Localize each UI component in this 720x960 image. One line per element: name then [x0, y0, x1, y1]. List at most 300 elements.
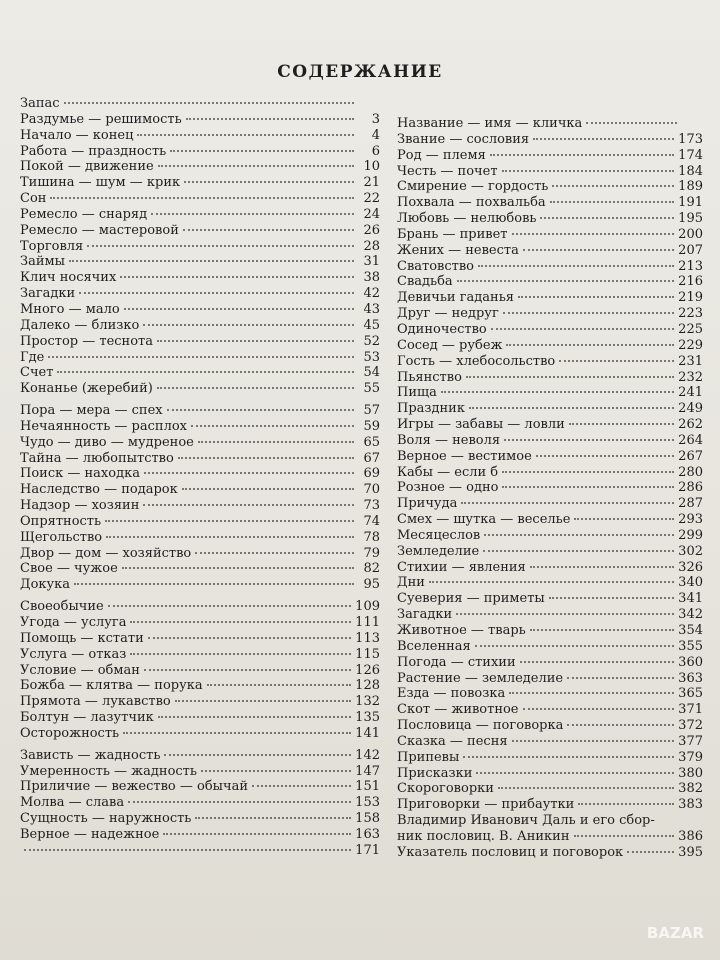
toc-entry	[20, 779, 380, 795]
toc-entry-page: 67	[363, 450, 380, 466]
toc-entry-title: Зависть — жадность	[20, 747, 161, 763]
toc-entry-title: Тайна — любопытство	[20, 450, 174, 466]
toc-entry	[20, 96, 380, 112]
toc-entry	[20, 318, 380, 334]
toc-entry-page: 57	[363, 403, 380, 419]
toc-entry-page: 219	[678, 290, 703, 306]
toc-leader-dots	[158, 716, 351, 718]
toc-leader-dots	[79, 292, 354, 294]
toc-entry-title: Загадки	[397, 607, 453, 623]
toc-entry	[397, 797, 703, 813]
toc-entry-title: Сосед — рубеж	[397, 337, 503, 353]
toc-entry-page: 158	[355, 811, 380, 827]
toc-leader-dots	[552, 185, 674, 187]
toc-entry	[20, 843, 380, 859]
toc-leader-dots	[533, 138, 674, 140]
toc-entry	[20, 678, 380, 694]
toc-leader-dots	[137, 134, 354, 136]
toc-entry	[397, 750, 703, 766]
toc-leader-dots	[124, 308, 354, 310]
page-title: СОДЕРЖАНИЕ	[277, 62, 443, 82]
toc-entry-title: Пьянство	[397, 369, 462, 385]
toc-leader-dots	[518, 296, 674, 298]
toc-entry-page: 231	[678, 353, 703, 369]
toc-entry-page: 299	[678, 527, 703, 543]
toc-leader-dots	[178, 457, 354, 459]
contents-left-column	[20, 96, 380, 859]
toc-leader-dots	[540, 217, 674, 219]
toc-leader-dots	[170, 150, 354, 152]
toc-entry-title: Розное — одно	[397, 480, 499, 496]
toc-leader-dots	[490, 154, 674, 156]
toc-entry-page: 174	[678, 147, 703, 163]
toc-entry-page: 232	[678, 369, 703, 385]
toc-leader-dots	[57, 371, 354, 373]
toc-entry	[20, 827, 380, 843]
toc-leader-dots	[130, 621, 351, 623]
toc-entry	[20, 381, 380, 397]
toc-entry	[397, 512, 703, 528]
toc-entry	[20, 175, 380, 191]
toc-entry-page: 267	[678, 448, 703, 464]
toc-entry	[20, 350, 380, 366]
toc-entry-page: 42	[363, 286, 380, 302]
toc-leader-dots	[143, 504, 354, 506]
toc-entry-page: 382	[678, 781, 703, 797]
toc-entry-page: 379	[678, 749, 703, 765]
toc-leader-dots	[506, 344, 674, 346]
toc-leader-dots	[559, 360, 674, 362]
toc-entry	[397, 686, 703, 702]
toc-leader-dots	[207, 684, 352, 686]
toc-leader-dots	[157, 340, 354, 342]
toc-leader-dots	[567, 724, 674, 726]
toc-entry-page: 132	[355, 694, 380, 710]
toc-entry	[397, 781, 703, 797]
toc-entry-page: 95	[363, 577, 380, 593]
toc-entry-page: 74	[363, 513, 380, 529]
toc-leader-dots	[191, 425, 354, 427]
toc-entry-title: Одиночество	[397, 321, 487, 337]
toc-entry	[397, 560, 703, 576]
toc-entry-title: Конанье (жеребий)	[20, 381, 153, 397]
toc-entry	[397, 164, 703, 180]
toc-entry-title: Угода — услуга	[20, 615, 127, 630]
toc-leader-dots	[186, 118, 354, 120]
toc-entry-title: Припевы	[397, 749, 460, 765]
toc-entry	[397, 671, 703, 687]
toc-leader-dots	[475, 645, 674, 647]
toc-leader-dots	[523, 249, 674, 251]
toc-leader-dots	[574, 835, 675, 837]
toc-entry-page: 225	[678, 321, 703, 337]
toc-entry-page: 341	[678, 591, 703, 607]
toc-leader-dots	[158, 165, 354, 167]
toc-entry-title: Погода — стихии	[397, 654, 516, 670]
toc-entry-title: Честь — почет	[397, 163, 498, 179]
toc-entry-page: 216	[678, 274, 703, 290]
toc-entry-title: Чудо — диво — мудреное	[20, 434, 194, 450]
toc-entry-page: 113	[355, 630, 380, 646]
toc-entry-page: 365	[678, 686, 703, 702]
toc-entry-page: 380	[678, 765, 703, 781]
toc-entry-title: Звание — сословия	[397, 131, 530, 147]
toc-entry	[397, 544, 703, 560]
toc-entry	[397, 718, 703, 734]
toc-entry-title: Сущность — наружность	[20, 811, 192, 827]
toc-leader-dots	[106, 536, 354, 538]
toc-entry-title: Надзор — хозяин	[20, 498, 140, 514]
toc-entry-title: Умеренность — жадность	[20, 763, 197, 779]
toc-entry-title: Кабы — если б	[397, 464, 499, 480]
toc-leader-dots	[469, 407, 674, 409]
toc-entry-page: 38	[363, 270, 380, 286]
toc-leader-dots	[466, 376, 674, 378]
toc-leader-dots	[50, 197, 354, 199]
toc-entry	[397, 655, 703, 671]
toc-entry	[397, 132, 703, 148]
toc-entry-title: Клич носячих	[20, 270, 117, 286]
toc-entry-title: Работа — праздность	[20, 143, 167, 159]
toc-entry-title: Опрятность	[20, 513, 102, 529]
toc-entry-page: 82	[363, 561, 380, 577]
toc-entry	[397, 195, 703, 211]
toc-entry-title: Брань — привет	[397, 226, 508, 242]
toc-entry-page: 6	[371, 143, 380, 159]
toc-entry	[20, 482, 380, 498]
toc-entry-page: 354	[678, 623, 703, 638]
toc-entry	[397, 829, 703, 845]
toc-leader-dots	[87, 245, 354, 247]
toc-leader-dots	[130, 653, 351, 655]
toc-entry-title: Смирение — гордость	[397, 179, 549, 195]
toc-leader-dots	[498, 787, 674, 789]
toc-entry	[397, 702, 703, 718]
toc-entry	[397, 370, 703, 386]
toc-entry-title: Похвала — похвальба	[397, 195, 546, 211]
toc-entry-page: 135	[355, 710, 380, 726]
toc-entry-page: 111	[355, 615, 380, 630]
toc-leader-dots	[520, 661, 675, 663]
watermark-logo: BAZAR	[646, 924, 704, 942]
toc-entry-page: 340	[678, 575, 703, 591]
toc-entry-page: 326	[678, 559, 703, 575]
toc-leader-dots	[195, 817, 351, 819]
toc-entry-page: 229	[678, 337, 703, 353]
toc-entry-page: 280	[678, 464, 703, 480]
toc-leader-dots	[144, 669, 351, 671]
toc-entry-title: Девичьи гаданья	[397, 290, 514, 306]
toc-entry-page: 4	[371, 127, 380, 143]
toc-entry-page: 126	[355, 662, 380, 678]
toc-entry-title: Где	[20, 349, 45, 365]
toc-leader-dots	[491, 328, 674, 330]
toc-leader-dots	[512, 233, 675, 235]
toc-entry-page: 386	[678, 828, 703, 844]
toc-entry	[397, 385, 703, 401]
toc-entry-title: Нечаянность — расплох	[20, 418, 187, 434]
toc-leader-dots	[182, 488, 354, 490]
toc-entry	[397, 575, 703, 591]
toc-entry-page: 189	[678, 179, 703, 195]
toc-entry-page: 24	[363, 206, 380, 222]
toc-leader-dots	[578, 803, 674, 805]
toc-entry-title: Игры — забавы — ловли	[397, 417, 565, 433]
toc-entry-title: Верное — вестимое	[397, 448, 532, 464]
toc-entry-page: 109	[355, 599, 380, 615]
toc-entry-title: Дни	[397, 575, 425, 591]
toc-entry	[397, 845, 703, 861]
afterword-line	[397, 813, 703, 829]
toc-entry	[397, 480, 703, 496]
toc-entry	[397, 354, 703, 370]
toc-entry-title: Сватовство	[397, 258, 474, 274]
toc-entry-page: 53	[363, 349, 380, 365]
toc-entry	[397, 179, 703, 195]
toc-entry	[20, 254, 380, 270]
toc-entry-page: 249	[678, 401, 703, 417]
toc-entry	[20, 599, 380, 615]
toc-entry-title: Наследство — подарок	[20, 482, 178, 498]
toc-leader-dots	[502, 170, 675, 172]
toc-entry-page: 371	[678, 702, 703, 718]
toc-entry-title: Указатель пословиц и поговорок	[397, 844, 624, 860]
toc-entry-title: Гость — хлебосольство	[397, 353, 556, 369]
toc-entry	[20, 128, 380, 144]
toc-entry	[20, 223, 380, 239]
toc-entry	[397, 639, 703, 655]
toc-entry	[20, 748, 380, 764]
toc-leader-dots	[569, 423, 674, 425]
toc-entry-page: 21	[363, 175, 380, 191]
toc-entry	[20, 451, 380, 467]
toc-entry	[397, 449, 703, 465]
toc-entry	[20, 191, 380, 207]
toc-leader-dots	[151, 213, 354, 215]
toc-leader-dots	[429, 581, 674, 583]
toc-entry-page: 184	[678, 163, 703, 179]
toc-leader-dots	[198, 441, 354, 443]
toc-entry-page: 59	[363, 418, 380, 434]
toc-entry	[397, 274, 703, 290]
toc-entry	[20, 365, 380, 381]
toc-entry	[20, 466, 380, 482]
toc-entry-title: Название — имя — кличка	[397, 116, 583, 131]
toc-entry	[20, 795, 380, 811]
toc-entry-page: 55	[363, 381, 380, 397]
toc-entry-page: 191	[678, 195, 703, 211]
toc-entry	[397, 227, 703, 243]
toc-leader-dots	[175, 700, 351, 702]
toc-entry	[20, 286, 380, 302]
toc-entry-page: 377	[678, 733, 703, 749]
toc-leader-dots	[461, 502, 674, 504]
toc-entry-page: 287	[678, 496, 703, 512]
toc-entry	[397, 528, 703, 544]
toc-entry	[20, 647, 380, 663]
toc-entry	[397, 148, 703, 164]
toc-entry-page: 195	[678, 211, 703, 227]
toc-entry-title: Растение — земледелие	[397, 670, 564, 686]
toc-entry	[397, 766, 703, 782]
toc-leader-dots	[478, 265, 674, 267]
toc-entry-title: Двор — дом — хозяйство	[20, 545, 192, 561]
toc-entry-title: Божба — клятва — порука	[20, 678, 203, 694]
toc-leader-dots	[504, 439, 674, 441]
toc-entry	[397, 496, 703, 512]
toc-leader-dots	[167, 409, 354, 411]
toc-leader-dots	[441, 391, 674, 393]
toc-entry-title: Жених — невеста	[397, 242, 519, 258]
toc-entry-title: Езда — повозка	[397, 686, 506, 702]
toc-entry-page: 3	[371, 111, 380, 127]
toc-entry	[20, 302, 380, 318]
toc-entry-title: Помощь — кстати	[20, 630, 144, 646]
toc-leader-dots	[476, 772, 674, 774]
toc-leader-dots	[120, 276, 354, 278]
toc-entry-title: Докука	[20, 577, 71, 593]
toc-entry	[20, 159, 380, 175]
toc-entry-title: Запас	[20, 96, 60, 111]
toc-entry-title: Ремесло — мастеровой	[20, 222, 179, 238]
toc-leader-dots	[484, 534, 674, 536]
toc-entry-title: Причуда	[397, 496, 458, 512]
toc-leader-dots	[502, 471, 674, 473]
toc-entry-title: Пища	[397, 385, 437, 401]
toc-entry	[20, 144, 380, 160]
toc-entry-title: Смех — шутка — веселье	[397, 512, 571, 528]
toc-entry-title: Сон	[20, 191, 47, 207]
toc-leader-dots	[69, 260, 354, 262]
toc-entry-page: 78	[363, 529, 380, 545]
toc-entry-page: 141	[355, 725, 380, 741]
toc-entry-title: Скороговорки	[397, 781, 494, 797]
toc-entry-page: 142	[355, 747, 380, 763]
toc-entry-title: Тишина — шум — крик	[20, 175, 181, 191]
toc-entry-title: Молва — слава	[20, 795, 125, 811]
toc-leader-dots	[108, 605, 351, 607]
toc-entry	[20, 631, 380, 647]
toc-entry-title: Своеобычие	[20, 599, 104, 615]
toc-entry	[20, 403, 380, 419]
toc-entry-title: Счет	[20, 365, 54, 381]
toc-entry-page: 207	[678, 242, 703, 258]
toc-entry-page: 213	[678, 258, 703, 274]
toc-entry	[397, 433, 703, 449]
toc-entry-page: 302	[678, 543, 703, 559]
toc-entry	[20, 514, 380, 530]
toc-leader-dots	[457, 280, 674, 282]
toc-entry-title: Загадки	[20, 286, 76, 302]
toc-leader-dots	[463, 756, 674, 758]
toc-entry-page: 372	[678, 718, 703, 734]
toc-entry-page: 264	[678, 432, 703, 448]
toc-entry	[20, 726, 380, 742]
toc-leader-dots	[503, 312, 674, 314]
toc-leader-dots	[549, 597, 674, 599]
toc-entry-title: Щегольство	[20, 529, 103, 545]
toc-entry-title: Земледелие	[397, 543, 480, 559]
toc-leader-dots	[105, 520, 354, 522]
toc-entry	[20, 710, 380, 726]
toc-leader-dots	[509, 692, 674, 694]
toc-entry	[397, 306, 703, 322]
toc-entry-page: 54	[363, 365, 380, 381]
toc-entry-title: Условие — обман	[20, 662, 140, 678]
toc-entry	[20, 663, 380, 679]
toc-leader-dots	[252, 785, 351, 787]
toc-entry-title: Ремесло — снаряд	[20, 206, 148, 222]
toc-entry-page: 45	[363, 317, 380, 333]
toc-entry	[20, 530, 380, 546]
toc-leader-dots	[122, 567, 354, 569]
toc-entry-page: 73	[363, 498, 380, 514]
toc-entry	[20, 207, 380, 223]
toc-leader-dots	[24, 849, 351, 851]
toc-entry	[397, 338, 703, 354]
toc-entry-page: 262	[678, 417, 703, 433]
toc-leader-dots	[123, 732, 351, 734]
toc-entry-page: 28	[363, 238, 380, 254]
toc-entry-title: Воля — неволя	[397, 432, 501, 448]
toc-entry	[397, 465, 703, 481]
toc-entry	[20, 811, 380, 827]
toc-entry-page: 171	[355, 842, 380, 858]
toc-entry	[20, 764, 380, 780]
toc-entry-page: 52	[363, 333, 380, 349]
toc-entry-page: 342	[678, 607, 703, 623]
toc-entry	[20, 498, 380, 514]
toc-entry	[20, 334, 380, 350]
toc-leader-dots	[502, 486, 674, 488]
toc-entry-title: Займы	[20, 254, 65, 270]
toc-entry-page: 147	[355, 763, 380, 779]
toc-leader-dots	[530, 566, 674, 568]
toc-entry-title: Много — мало	[20, 301, 120, 317]
toc-entry	[20, 419, 380, 435]
toc-entry-title: Далеко — близко	[20, 317, 140, 333]
toc-entry-title: Животное — тварь	[397, 623, 526, 638]
toc-entry-title: Пора — мера — спех	[20, 403, 163, 419]
toc-entry	[397, 116, 703, 132]
toc-leader-dots	[163, 833, 351, 835]
toc-entry	[20, 239, 380, 255]
toc-entry-title: Сказка — песня	[397, 733, 508, 749]
toc-leader-dots	[456, 613, 674, 615]
toc-leader-dots	[586, 122, 677, 124]
toc-entry-title: Поиск — находка	[20, 466, 140, 482]
toc-entry-page: 223	[678, 306, 703, 322]
toc-leader-dots	[512, 740, 675, 742]
toc-entry-title: Раздумье — решимость	[20, 111, 182, 127]
toc-entry-page: 115	[355, 646, 380, 662]
toc-entry-page: 43	[363, 301, 380, 317]
toc-entry-page: 22	[363, 191, 380, 207]
toc-leader-dots	[567, 677, 674, 679]
toc-entry	[20, 435, 380, 451]
toc-entry	[397, 243, 703, 259]
toc-entry-title: Праздник	[397, 401, 465, 417]
toc-entry	[20, 694, 380, 710]
toc-entry-page: 153	[355, 795, 380, 811]
toc-entry-page: 241	[678, 385, 703, 401]
toc-leader-dots	[523, 708, 675, 710]
toc-entry-title: Простор — теснота	[20, 333, 153, 349]
toc-entry	[20, 561, 380, 577]
toc-entry-page: 383	[678, 797, 703, 813]
toc-entry-title: ник пословиц. В. Аникин	[397, 828, 570, 844]
toc-entry	[20, 112, 380, 128]
